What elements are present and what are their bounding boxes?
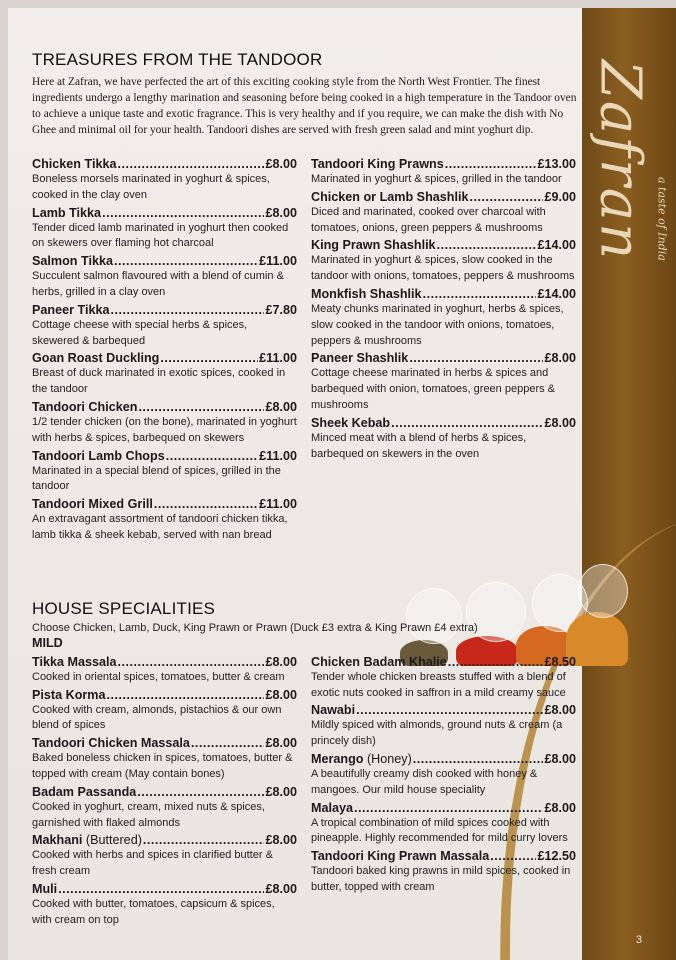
menu-item-price: £12.50 — [537, 849, 576, 864]
menu-item-description: Succulent salmon flavoured with a blend of cumin & herbs, grilled in a clay oven — [32, 270, 284, 298]
menu-item-name — [311, 800, 353, 816]
menu-item-row — [311, 189, 576, 205]
menu-item-name-text: Lamb Tikka — [32, 205, 102, 220]
dot-leader — [107, 687, 265, 703]
menu-item-name-text: Tandoori Chicken Massala — [32, 736, 190, 751]
menu-item-price: £8.00 — [265, 205, 297, 220]
menu-item-name-text: Tandoori King Prawn Massala — [311, 849, 490, 864]
menu-item — [32, 253, 297, 301]
menu-item-name-text: Monkfish Shashlik — [311, 286, 422, 301]
tandoor-intro: Here at Zafran, we have perfected the art of this exciting cooking style from the North West Frontier. The finest ingredients undergo a lengthy marination and seasoning before being cooked in a high temperature in the Tandoor oven to achieve a unique taste and exotic fragrance. This is very healthy and if you require, we can make the dish with No Ghee and minimal oil for your health. Tandoori dishes are served with fresh green salad and mint yoghurt dip. — [32, 76, 577, 136]
menu-item-name — [32, 687, 106, 703]
menu-item-description: Meaty chunks marinated in yoghurt, herbs & spices, slow cooked in the tandoor with onions, tomatoes, peppers & mushrooms — [311, 302, 564, 347]
menu-item — [32, 687, 297, 735]
menu-item — [311, 848, 576, 896]
menu-item — [32, 448, 297, 496]
dot-leader — [409, 350, 543, 366]
spice-jar — [578, 564, 628, 618]
menu-item-subtitle: (Honey) — [366, 751, 412, 766]
menu-item-name — [311, 702, 355, 718]
menu-item-name-text: Pista Korma — [32, 687, 106, 702]
menu-item-name — [32, 350, 159, 366]
menu-item-name — [311, 751, 412, 767]
menu-item-row — [311, 156, 576, 172]
menu-item-name-text: King Prawn Shashlik — [311, 238, 436, 253]
menu-item-name-text: Goan Roast Duckling — [32, 351, 160, 366]
menu-item-name-text: Salmon Tikka — [32, 254, 113, 269]
menu-item — [32, 399, 297, 447]
menu-item-price: £8.00 — [544, 751, 576, 766]
menu-item-row — [32, 350, 297, 366]
menu-item-price: £8.00 — [265, 881, 297, 896]
menu-item — [32, 735, 297, 783]
menu-item-price: £8.50 — [544, 654, 576, 669]
menu-item-name-text: Nawabi — [311, 703, 356, 718]
menu-item-row — [311, 350, 576, 366]
menu-item-description: Tender whole chicken breasts stuffed with a blend of exotic nuts cooked in saffron in a mild creamy sauce — [311, 670, 566, 699]
dot-leader — [114, 253, 258, 269]
tandoor-left-column — [32, 156, 297, 545]
menu-item-description: Tandoori baked king prawns in mild spices, cooked in butter, topped with cream — [311, 865, 571, 893]
menu-item-price: £11.00 — [259, 351, 297, 366]
menu-item-price: £8.00 — [544, 703, 576, 718]
menu-item-name-text: Chicken Tikka — [32, 157, 117, 171]
menu-item — [32, 350, 297, 398]
menu-item — [311, 350, 576, 413]
menu-item-price: £14.00 — [537, 286, 576, 301]
menu-item-row — [311, 702, 576, 718]
dot-leader — [102, 205, 264, 221]
menu-item-row — [32, 654, 297, 670]
dot-leader — [423, 286, 537, 302]
menu-item-row — [32, 156, 297, 172]
tandoor-section-title: TREASURES FROM THE TANDOOR — [32, 50, 323, 69]
dot-leader — [137, 784, 264, 800]
menu-item-description: Cooked in yoghurt, cream, mixed nuts & spices, garnished with flaked almonds — [32, 800, 265, 829]
menu-item — [311, 415, 576, 463]
menu-item-row — [32, 205, 297, 221]
menu-item-description: Breast of duck marinated in exotic spices, cooked in the tandoor — [32, 367, 286, 396]
menu-item-price: £8.00 — [265, 687, 297, 702]
menu-item — [32, 205, 297, 253]
menu-item-description: An extravagant assortment of tandoori chicken tikka, lamb tikka & sheek kebab, served with nan bread — [32, 513, 288, 541]
menu-item — [311, 189, 576, 237]
menu-item-name-text: Tikka Massala — [32, 654, 117, 669]
menu-item-name — [311, 156, 444, 172]
menu-item-price: £8.00 — [265, 157, 297, 171]
house-section-title: HOUSE SPECIALITIES — [32, 598, 216, 618]
menu-item-row — [32, 881, 297, 897]
dot-leader — [110, 302, 264, 318]
menu-item-row — [32, 302, 297, 318]
menu-item-description: Cottage cheese marinated in herbs & spices and barbequed with onion, tomatoes, green peppers & mushrooms — [311, 367, 555, 411]
menu-item-row — [32, 496, 297, 512]
menu-item-name-text: Paneer Tikka — [32, 302, 110, 317]
menu-item-description: Marinated in yoghurt & spices, grilled in the tandoor — [311, 173, 562, 185]
menu-item-name-text: Badam Passanda — [32, 784, 137, 799]
menu-item-name — [311, 350, 408, 366]
logo-tagline: a taste of India — [655, 177, 669, 262]
menu-item-description: Cooked with butter, tomatoes, capsicum & spices, with cream on top — [32, 897, 275, 926]
menu-item-name-text: Tandoori Chicken — [32, 399, 138, 414]
menu-item-price: £11.00 — [259, 254, 297, 269]
menu-item-name — [311, 654, 447, 670]
menu-item — [311, 702, 576, 750]
house-left-column — [32, 654, 297, 930]
menu-item-row — [32, 832, 297, 848]
menu-item-name — [32, 399, 137, 415]
dot-leader — [356, 702, 543, 718]
menu-item-name-text: Tandoori Lamb Chops — [32, 448, 165, 463]
menu-item — [311, 156, 576, 188]
dot-leader — [448, 654, 544, 670]
menu-item-price: £8.00 — [265, 736, 297, 751]
menu-item-row — [32, 399, 297, 415]
menu-item-name — [32, 832, 142, 848]
menu-item-name — [32, 881, 57, 897]
menu-item-name — [311, 848, 489, 864]
tandoor-columns — [32, 156, 577, 545]
menu-item-name-text: Chicken Badam Khalie — [311, 654, 447, 669]
menu-item-description: 1/2 tender chicken (on the bone), marinated in yoghurt with herbs & spices, barbequed on skewers — [32, 415, 297, 444]
menu-item-row — [32, 253, 297, 269]
menu-item-price: £8.00 — [265, 654, 297, 669]
menu-page — [8, 8, 676, 960]
dot-leader — [58, 881, 264, 897]
menu-item-name — [32, 253, 113, 269]
menu-item-description: Diced and marinated, cooked over charcoal with tomatoes, onions, green peppers & mushrooms — [311, 205, 546, 234]
dot-leader — [391, 415, 543, 431]
dot-leader — [154, 496, 258, 512]
menu-item-subtitle: (Buttered) — [85, 833, 142, 848]
menu-item-description: Tender diced lamb marinated in yoghurt then cooked on skewers over flaming hot charcoal — [32, 221, 289, 250]
menu-item-price: £8.00 — [265, 784, 297, 799]
menu-item-price: £11.00 — [259, 448, 297, 463]
menu-item-name-text: Makhani — [32, 833, 83, 848]
menu-item-description: Minced meat with a blend of herbs & spices, barbequed on skewers in the oven — [311, 431, 527, 460]
logo-wordmark: Zafran — [587, 60, 653, 262]
menu-item — [311, 286, 576, 349]
menu-item-row — [311, 848, 576, 864]
menu-item-description: A tropical combination of mild spices cooked with pineapple. Highly recommended for mild curry lovers — [311, 816, 568, 845]
tandoor-right-column — [311, 156, 576, 545]
menu-item-name — [311, 237, 436, 253]
menu-content — [32, 50, 577, 930]
menu-item — [311, 800, 576, 848]
menu-item-row — [32, 784, 297, 800]
menu-item-price: £8.00 — [544, 415, 576, 430]
menu-item-price: £8.00 — [544, 800, 576, 815]
dot-leader — [117, 156, 264, 172]
menu-item-name — [32, 448, 165, 464]
menu-item — [32, 654, 297, 686]
menu-item-description: Boneless morsels marinated in yoghurt & spices, cooked in the clay oven — [32, 173, 270, 201]
menu-item-name-text: Malaya — [311, 800, 354, 815]
menu-item — [32, 784, 297, 832]
dot-leader — [138, 399, 264, 415]
menu-item-price: £8.00 — [265, 399, 297, 414]
dot-leader — [191, 735, 265, 751]
menu-item-name-text: Chicken or Lamb Shashlik — [311, 189, 469, 204]
menu-item-row — [32, 687, 297, 703]
menu-item-description: Cottage cheese with special herbs & spices, skewered & barbequed — [32, 318, 248, 347]
dot-leader — [490, 848, 536, 864]
menu-item-name-text: Tandoori King Prawns — [311, 157, 444, 171]
menu-item — [32, 302, 297, 350]
menu-item-row — [311, 286, 576, 302]
menu-item-price: £11.00 — [259, 497, 297, 512]
menu-item-description: Cooked with herbs and spices in clarified butter & fresh cream — [32, 849, 273, 878]
dot-leader — [166, 448, 258, 464]
menu-item-name — [32, 205, 101, 221]
menu-item-description: Cooked with cream, almonds, pistachios & our own blend of spices — [32, 703, 282, 732]
house-columns — [32, 654, 577, 930]
menu-item — [311, 751, 576, 799]
dot-leader — [469, 189, 543, 205]
menu-item — [311, 237, 576, 285]
menu-item-row — [311, 751, 576, 767]
house-right-column — [311, 654, 576, 930]
dot-leader — [413, 751, 544, 767]
menu-item-row — [32, 735, 297, 751]
menu-item — [32, 496, 297, 544]
menu-item-description: Mildly spiced with almonds, ground nuts & cream (a princely dish) — [311, 719, 563, 748]
menu-item-price: £8.00 — [544, 351, 576, 366]
menu-item-name — [32, 735, 190, 751]
menu-item-name-text: Paneer Shashlik — [311, 351, 409, 366]
menu-item-name — [311, 286, 422, 302]
menu-item-name-text: Muli — [32, 881, 58, 896]
house-specialities-section — [32, 599, 577, 930]
menu-item-name-text: Sheek Kebab — [311, 415, 391, 430]
dot-leader — [118, 654, 265, 670]
menu-item-row — [311, 237, 576, 253]
menu-item-row — [311, 415, 576, 431]
menu-item-row — [311, 654, 576, 670]
house-choose-note: Choose Chicken, Lamb, Duck, King Prawn or Prawn (Duck £3 extra & King Prawn £4 extra) — [32, 621, 478, 634]
zafran-logo — [588, 60, 672, 266]
page-number: 3 — [635, 934, 642, 946]
menu-item-row — [311, 800, 576, 816]
menu-item-description: Marinated in yoghurt & spices, slow cooked in the tandoor with onions, tomatoes, peppers & mushrooms — [311, 254, 575, 283]
menu-item-name — [32, 302, 109, 318]
menu-item-name-text: Tandoori Mixed Grill — [32, 497, 153, 512]
menu-item-price: £13.00 — [537, 157, 576, 171]
menu-item-name — [32, 156, 116, 172]
spice-level-label: MILD — [32, 635, 63, 650]
menu-item-description: Cooked in oriental spices, tomatoes, butter & cream — [32, 670, 285, 683]
menu-item-name — [32, 496, 153, 512]
dot-leader — [354, 800, 543, 816]
menu-item-description: A beautifully creamy dish cooked with honey & mangoes. Our mild house speciality — [311, 767, 538, 796]
menu-item-price: £8.00 — [265, 833, 297, 848]
menu-item-price: £9.00 — [544, 189, 576, 204]
dot-leader — [445, 156, 537, 172]
menu-item-name — [32, 654, 117, 670]
menu-item-price: £14.00 — [537, 238, 576, 253]
menu-item-name-text: Merango — [311, 751, 364, 766]
dot-leader — [160, 350, 258, 366]
menu-item — [32, 881, 297, 929]
dot-leader — [437, 237, 537, 253]
menu-item-row — [32, 448, 297, 464]
menu-item — [32, 156, 297, 204]
menu-item-name — [311, 189, 468, 205]
menu-item — [32, 832, 297, 880]
menu-item-price: £7.80 — [265, 302, 297, 317]
menu-item-description: Baked boneless chicken in spices, tomatoes, butter & topped with cream (May contain bones) — [32, 752, 293, 780]
menu-item-name — [311, 415, 390, 431]
menu-item-description: Marinated in a special blend of spices, grilled in the tandoor — [32, 464, 281, 493]
menu-item — [311, 654, 576, 702]
menu-item-name — [32, 784, 136, 800]
dot-leader — [143, 832, 265, 848]
